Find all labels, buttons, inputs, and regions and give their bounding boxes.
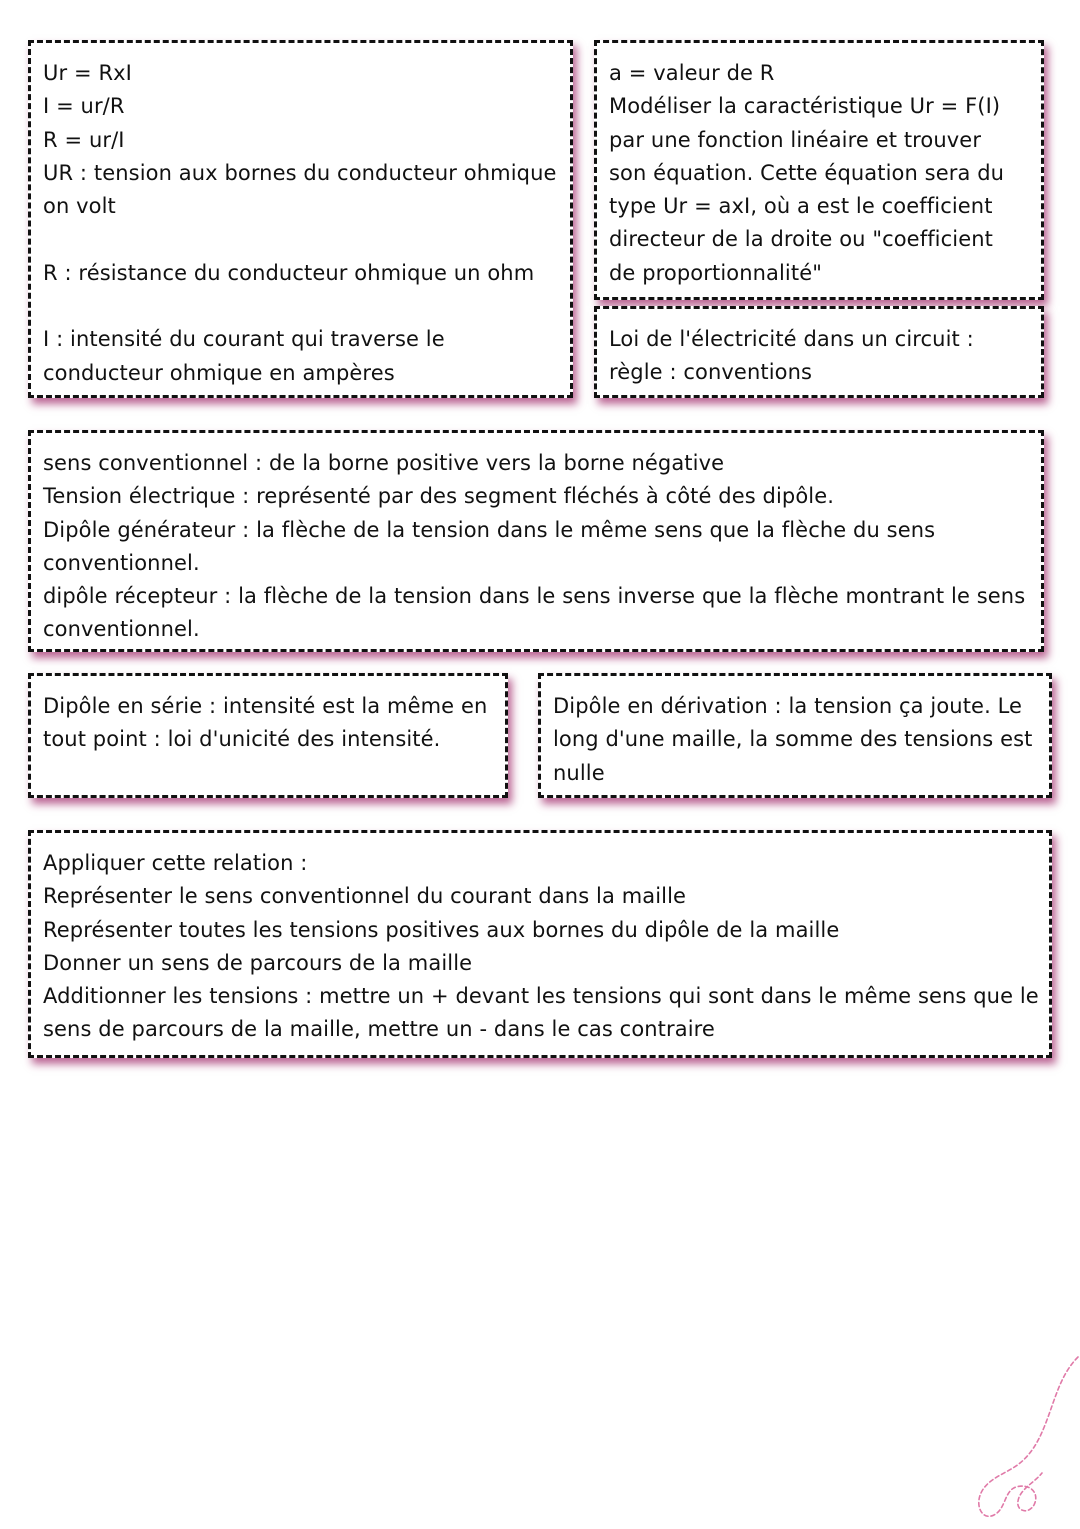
note-line: sens de parcours de la maille, mettre un - dans le cas contraire — [43, 1017, 715, 1042]
decorative-squiggle-icon — [960, 1355, 1080, 1529]
note-line: Donner un sens de parcours de la maille — [43, 950, 473, 975]
note-line: type Ur = axI, où a est le coefficient — [609, 194, 993, 219]
mesh-law-note-card — [28, 830, 1052, 1058]
spacer — [43, 290, 558, 323]
circuit-law-note-card — [594, 306, 1044, 398]
note-line: nulle — [553, 760, 605, 785]
note-heading: Appliquer cette relation : — [43, 851, 308, 875]
parallel-dipole-note-card — [538, 673, 1052, 798]
note-heading: Loi de l'électricité dans un circuit : — [609, 327, 974, 351]
modelisation-note-card — [594, 40, 1044, 300]
ohm-law-note-card — [28, 40, 573, 398]
note-line: Dipôle générateur : la flèche de la tension dans le même sens que la flèche du sens — [43, 517, 936, 542]
ur-definition: UR : tension aux bornes du conducteur ohmique — [43, 160, 557, 185]
i-definition: I : intensité du courant qui traverse le — [43, 327, 445, 352]
note-line: tout point : loi d'unicité des intensité. — [43, 727, 441, 752]
note-line: conventionnel. — [43, 550, 200, 575]
note-line: Additionner les tensions : mettre un + devant les tensions qui sont dans le même sens que le — [43, 984, 1039, 1009]
ohm-formula-r: R = ur/I — [43, 127, 125, 152]
ur-unit: on volt — [43, 194, 116, 219]
note-line: Tension électrique : représenté par des segment fléchés à côté des dipôle. — [43, 484, 835, 509]
note-line: directeur de la droite ou "coefficient — [609, 227, 993, 252]
ohm-formula-ur: Ur = RxI — [43, 61, 132, 85]
note-line: de proportionnalité" — [609, 260, 822, 285]
note-line: son équation. Cette équation sera du — [609, 160, 1005, 185]
series-dipole-note-card — [28, 673, 508, 798]
note-line: dipôle récepteur : la flèche de la tension dans le sens inverse que la flèche montrant le sens — [43, 584, 1026, 609]
note-line: Dipôle en série : intensité est la même en — [43, 694, 488, 718]
spacer — [43, 223, 558, 256]
note-line: a = valeur de R — [609, 61, 775, 85]
note-line: Représenter toutes les tensions positives aux bornes du dipôle de la maille — [43, 917, 840, 942]
note-line: conventionnel. — [43, 617, 200, 642]
note-line: règle : conventions — [609, 360, 813, 385]
r-definition: R : résistance du conducteur ohmique un ohm — [43, 260, 535, 285]
note-line: par une fonction linéaire et trouver — [609, 127, 982, 152]
note-line: Représenter le sens conventionnel du courant dans la maille — [43, 884, 687, 909]
ohm-formula-i: I = ur/R — [43, 94, 125, 119]
conventions-note-card — [28, 430, 1044, 652]
note-line: sens conventionnel : de la borne positive vers la borne négative — [43, 451, 725, 475]
i-definition-continued: conducteur ohmique en ampères — [43, 360, 395, 385]
note-line: Dipôle en dérivation : la tension ça joute. Le — [553, 694, 1023, 718]
note-line: Modéliser la caractéristique Ur = F(I) — [609, 94, 1001, 119]
note-line: long d'une maille, la somme des tensions est — [553, 727, 1033, 752]
